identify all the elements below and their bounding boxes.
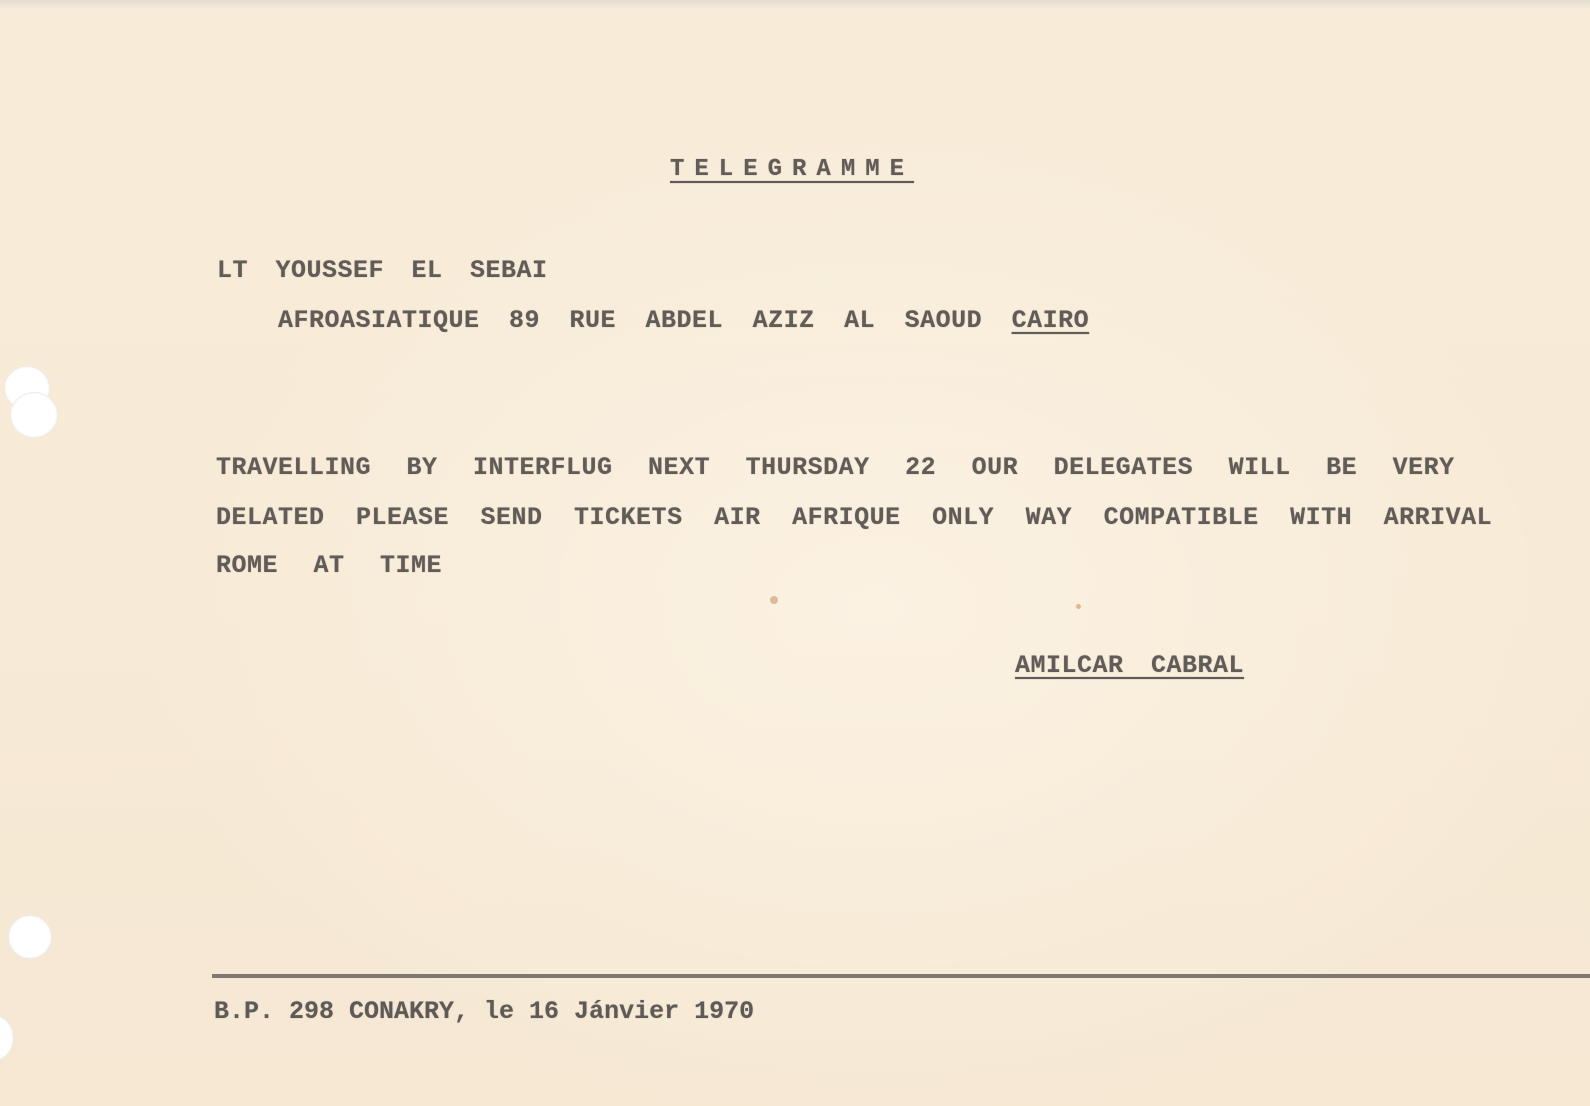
signature: AMILCAR CABRAL bbox=[1015, 651, 1245, 680]
address-main: AFROASIATIQUE 89 RUE ABDEL AZIZ AL SAOUD bbox=[278, 306, 1012, 335]
address-city: CAIRO bbox=[1011, 306, 1090, 335]
footer-rule bbox=[212, 974, 1590, 978]
punch-hole bbox=[8, 915, 52, 959]
document-title: TELEGRAMME bbox=[670, 156, 915, 183]
message-line-1: TRAVELLING BY INTERFLUG NEXT THURSDAY 22 OUR DELEGATES WILL BE VERY bbox=[216, 453, 1455, 482]
punch-hole bbox=[0, 1015, 14, 1061]
paper-stain bbox=[770, 596, 778, 604]
recipient-name: LT YOUSSEF EL SEBAI bbox=[217, 256, 548, 285]
message-line-3: ROME AT TIME bbox=[216, 551, 443, 580]
footer-address-date: B.P. 298 CONAKRY, le 16 Jánvier 1970 bbox=[214, 997, 755, 1026]
paper-top-edge bbox=[0, 0, 1590, 10]
message-line-2: DELATED PLEASE SEND TICKETS AIR AFRIQUE ONLY WAY COMPATIBLE WITH ARRIVAL bbox=[216, 503, 1493, 532]
recipient-address bbox=[278, 308, 1089, 333]
paper-stain bbox=[1076, 604, 1081, 609]
punch-hole bbox=[10, 392, 58, 438]
